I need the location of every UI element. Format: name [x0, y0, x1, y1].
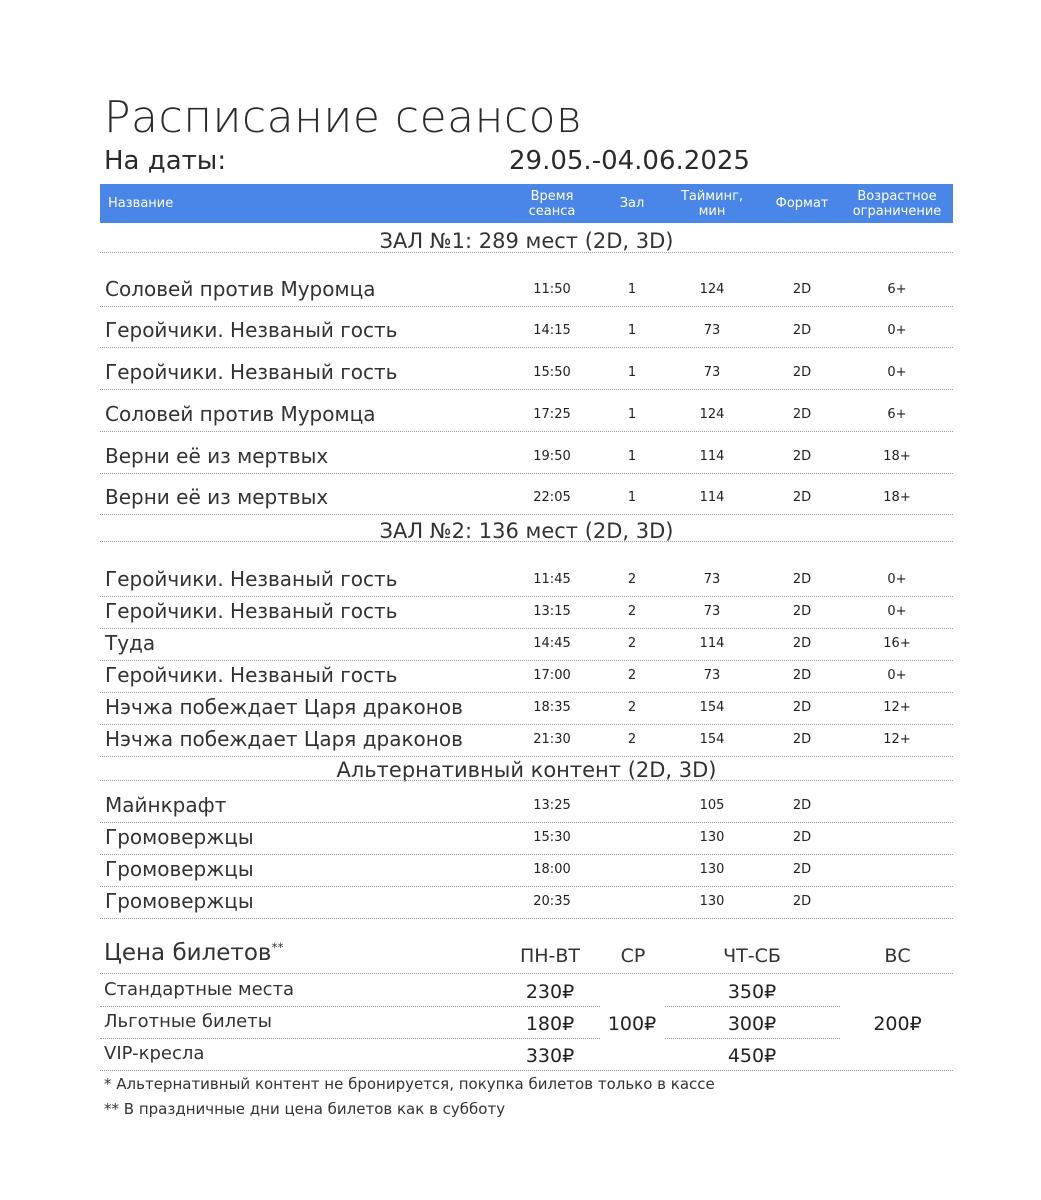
section-divider: [100, 780, 953, 781]
price-value: 350₽: [727, 981, 777, 1003]
dates-label: На даты:: [104, 146, 227, 176]
session-time: 20:35: [533, 894, 571, 909]
session-time: 18:35: [533, 700, 571, 715]
table-header: [100, 184, 953, 223]
header-duration: Тайминг, мин: [680, 188, 744, 219]
page-title: Расписание сеансов: [104, 92, 583, 143]
format: 2D: [792, 798, 812, 813]
dates-value: 29.05.-04.06.2025: [509, 146, 750, 176]
session-time: 11:45: [533, 572, 571, 587]
movie-title: Верни её из мертвых: [105, 485, 329, 509]
table-row: [100, 390, 953, 432]
duration-min: 124: [699, 282, 725, 297]
session-time: 13:15: [533, 604, 571, 619]
price-row-name: VIP-кресла: [104, 1043, 205, 1064]
table-row: [100, 660, 953, 693]
footnote-alt-content: * Альтернативный контент не бронируется, покупка билетов только в кассе: [104, 1075, 715, 1093]
age-rating: 16+: [883, 636, 911, 651]
price-value: 330₽: [525, 1045, 575, 1067]
table-row: [100, 348, 953, 390]
movie-title: Нэчжа побеждает Царя драконов: [105, 695, 463, 719]
movie-title: Геройчики. Незваный гость: [105, 360, 398, 384]
duration-min: 154: [699, 732, 725, 747]
hall-number: 1: [627, 365, 637, 380]
duration-min: 73: [703, 604, 721, 619]
age-rating: 18+: [883, 449, 911, 464]
session-time: 13:25: [533, 798, 571, 813]
format: 2D: [792, 700, 812, 715]
footnote-holiday-prices: ** В праздничные дни цена билетов как в субботу: [104, 1100, 506, 1118]
duration-min: 114: [699, 490, 725, 505]
price-value: 180₽: [525, 1013, 575, 1035]
table-row: [100, 724, 953, 757]
prices-col-mon-tue: ПН-ВТ: [519, 945, 581, 967]
age-rating: 0+: [887, 323, 907, 338]
session-time: 15:50: [533, 365, 571, 380]
price-value-wed: 100₽: [607, 1013, 657, 1035]
prices-divider: [100, 1038, 600, 1039]
duration-min: 114: [699, 449, 725, 464]
session-time: 19:50: [533, 449, 571, 464]
format: 2D: [792, 894, 812, 909]
age-rating: 0+: [887, 604, 907, 619]
movie-title: Туда: [105, 631, 156, 655]
duration-min: 73: [703, 668, 721, 683]
table-row: [100, 555, 953, 597]
table-row: [100, 692, 953, 725]
section-title: ЗАЛ №2: 136 мест (2D, 3D): [379, 519, 674, 543]
table-row: [100, 306, 953, 348]
hall-number: 1: [627, 282, 637, 297]
format: 2D: [792, 449, 812, 464]
session-time: 22:05: [533, 490, 571, 505]
duration-min: 130: [699, 862, 725, 877]
format: 2D: [792, 668, 812, 683]
format: 2D: [792, 604, 812, 619]
prices-title: Цена билетов**: [104, 940, 284, 966]
movie-title: Майнкрафт: [105, 793, 227, 817]
hall-number: 1: [627, 407, 637, 422]
format: 2D: [792, 732, 812, 747]
table-row: [100, 432, 953, 474]
section-title: Альтернативный контент (2D, 3D): [336, 758, 717, 782]
format: 2D: [792, 636, 812, 651]
prices-title-mark: **: [271, 940, 284, 955]
table-row: [100, 790, 953, 823]
prices-divider: [100, 1006, 600, 1007]
session-time: 17:25: [533, 407, 571, 422]
age-rating: 18+: [883, 490, 911, 505]
format: 2D: [792, 323, 812, 338]
price-value-sun: 200₽: [873, 1013, 922, 1035]
duration-min: 130: [699, 894, 725, 909]
movie-title: Громовержцы: [105, 825, 254, 849]
price-value: 230₽: [525, 981, 575, 1003]
hall-number: 1: [627, 323, 637, 338]
duration-min: 124: [699, 407, 725, 422]
hall-number: 2: [627, 732, 637, 747]
age-rating: 12+: [883, 700, 911, 715]
format: 2D: [792, 490, 812, 505]
age-rating: 6+: [887, 282, 907, 297]
prices-divider: [665, 1038, 840, 1039]
format: 2D: [792, 862, 812, 877]
header-format: Формат: [775, 196, 829, 211]
movie-title: Верни её из мертвых: [105, 444, 329, 468]
hall-number: 2: [627, 572, 637, 587]
movie-title: Соловей против Муромца: [105, 402, 376, 426]
movie-title: Громовержцы: [105, 857, 254, 881]
duration-min: 114: [699, 636, 725, 651]
movie-title: Соловей против Муромца: [105, 277, 376, 301]
age-rating: 0+: [887, 668, 907, 683]
format: 2D: [792, 572, 812, 587]
session-time: 14:45: [533, 636, 571, 651]
movie-title: Геройчики. Незваный гость: [105, 318, 398, 342]
price-row-name: Льготные билеты: [104, 1011, 272, 1032]
section-title: ЗАЛ №1: 289 мест (2D, 3D): [379, 229, 674, 253]
movie-title: Геройчики. Незваный гость: [105, 567, 398, 591]
duration-min: 73: [703, 365, 721, 380]
session-time: 15:30: [533, 830, 571, 845]
hall-number: 2: [627, 700, 637, 715]
section-divider: [100, 541, 953, 542]
duration-min: 73: [703, 572, 721, 587]
table-row: [100, 265, 953, 307]
header-age: Возрастное ограничение: [852, 188, 942, 219]
price-row-name: Стандартные места: [104, 979, 295, 1000]
age-rating: 6+: [887, 407, 907, 422]
session-time: 11:50: [533, 282, 571, 297]
header-name: Название: [108, 196, 174, 211]
table-row: [100, 822, 953, 855]
hall-number: 1: [627, 490, 637, 505]
section-divider: [100, 252, 953, 253]
session-time: 14:15: [533, 323, 571, 338]
price-value: 300₽: [727, 1013, 777, 1035]
prices-divider: [100, 1070, 953, 1071]
age-rating: 0+: [887, 572, 907, 587]
movie-title: Нэчжа побеждает Царя драконов: [105, 727, 463, 751]
duration-min: 130: [699, 830, 725, 845]
session-time: 21:30: [533, 732, 571, 747]
format: 2D: [792, 365, 812, 380]
header-time: Время сеанса: [528, 188, 576, 219]
session-time: 18:00: [533, 862, 571, 877]
format: 2D: [792, 282, 812, 297]
hall-number: 1: [627, 449, 637, 464]
table-row: [100, 628, 953, 661]
session-time: 17:00: [533, 668, 571, 683]
duration-min: 73: [703, 323, 721, 338]
movie-title: Геройчики. Незваный гость: [105, 663, 398, 687]
table-row: [100, 886, 953, 919]
table-row: [100, 473, 953, 515]
hall-number: 2: [627, 604, 637, 619]
prices-col-wed: СР: [620, 945, 646, 967]
format: 2D: [792, 830, 812, 845]
age-rating: 12+: [883, 732, 911, 747]
format: 2D: [792, 407, 812, 422]
prices-col-sun: ВС: [884, 945, 911, 967]
prices-divider: [665, 1006, 840, 1007]
prices-col-thu-sat: ЧТ-СБ: [723, 945, 781, 967]
table-row: [100, 854, 953, 887]
duration-min: 154: [699, 700, 725, 715]
price-value: 450₽: [727, 1045, 777, 1067]
movie-title: Геройчики. Незваный гость: [105, 599, 398, 623]
table-row: [100, 596, 953, 629]
prices-divider: [100, 973, 953, 974]
hall-number: 2: [627, 668, 637, 683]
age-rating: 0+: [887, 365, 907, 380]
duration-min: 105: [699, 798, 725, 813]
movie-title: Громовержцы: [105, 889, 254, 913]
hall-number: 2: [627, 636, 637, 651]
header-hall: Зал: [619, 196, 645, 211]
